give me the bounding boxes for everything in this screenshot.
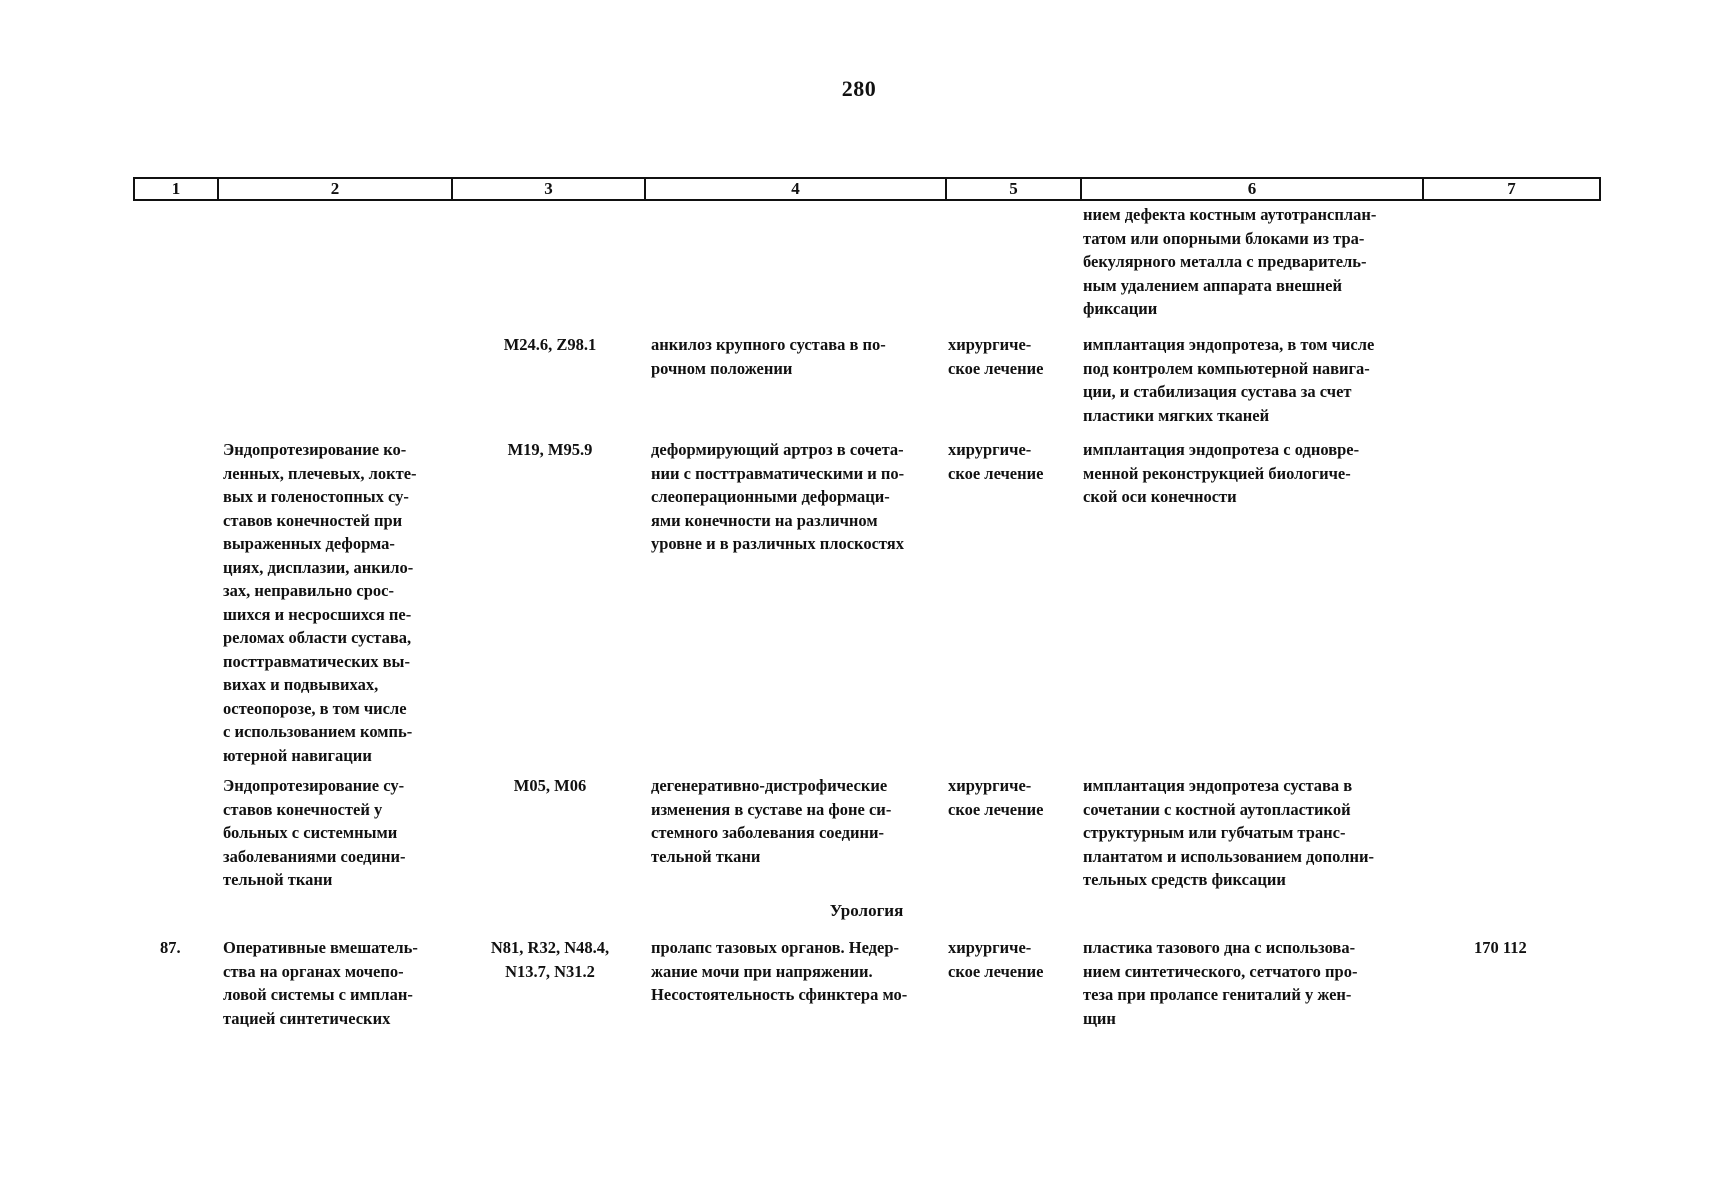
row3-treatment-type <box>948 774 1043 821</box>
row1-diagnosis <box>651 333 886 380</box>
text-line: бекулярного металла с предваритель- <box>1083 252 1367 271</box>
text-line: вых и голеностопных су- <box>223 487 409 506</box>
text-line: изменения в суставе на фоне си- <box>651 799 892 819</box>
row4-diagnosis <box>651 936 907 1007</box>
header-col-6: 6 <box>1082 179 1424 199</box>
row3-method <box>1083 774 1374 892</box>
text-line: ции, и стабилизация сустава за счет <box>1083 382 1352 401</box>
text-line: ным удалением аппарата внешней <box>1083 275 1342 295</box>
text-line: нием синтетического, сетчатого про- <box>1083 961 1358 981</box>
row4-cost <box>1474 936 1527 960</box>
row4-treatment-type <box>948 936 1043 983</box>
row2-codes <box>475 438 625 462</box>
row1-treatment-type <box>948 333 1043 380</box>
text-line: стемного заболевания соедини- <box>651 823 884 842</box>
text-line: ства на органах мочепо- <box>223 961 404 981</box>
text-line: анкилоз крупного сустава в по- <box>651 335 886 354</box>
text-line: слеоперационными деформаци- <box>651 487 890 506</box>
text-line: Эндопротезирование су- <box>223 776 405 795</box>
text-line: ловой системы с имплан- <box>223 985 413 1004</box>
text-line: хирургиче- <box>948 938 1032 957</box>
text-line: имплантация эндопротеза сустава в <box>1083 776 1353 795</box>
header-col-4: 4 <box>646 179 947 199</box>
text-line: вихах и подвывихах, <box>223 675 379 694</box>
text-line: щин <box>1083 1008 1116 1028</box>
row1-method <box>1083 333 1374 427</box>
text-line: реломах области сустава, <box>223 628 412 647</box>
text-line: 170 112 <box>1474 938 1527 957</box>
text-line: ями конечности на различном <box>651 510 878 530</box>
row2-method <box>1083 438 1359 509</box>
header-col-2: 2 <box>219 179 453 199</box>
text-line: ленных, плечевых, локте- <box>223 463 417 483</box>
text-line: теза при пролапсе гениталий у жен- <box>1083 985 1352 1004</box>
continuation-col6 <box>1083 203 1376 321</box>
text-line: M05, M06 <box>513 776 587 795</box>
text-line: тельной ткани <box>223 870 333 889</box>
text-line: с использованием компь- <box>223 722 413 741</box>
text-line: рочном положении <box>651 358 793 378</box>
text-line: фиксации <box>1083 299 1158 318</box>
text-line: заболеваниями соедини- <box>223 846 406 866</box>
text-line: N13.7, N31.2 <box>505 961 595 981</box>
section-title: Урология <box>829 901 904 920</box>
text-line: структурным или губчатым транс- <box>1083 823 1346 842</box>
text-line: ское лечение <box>948 799 1044 819</box>
header-col-1: 1 <box>135 179 219 199</box>
text-line: плантатом и использованием дополни- <box>1083 846 1374 866</box>
text-line: хирургиче- <box>948 776 1032 795</box>
text-line: пластики мягких тканей <box>1083 405 1270 425</box>
text-line: нием дефекта костным аутотрансплан- <box>1083 205 1377 224</box>
row2-treatment-type <box>948 438 1043 485</box>
text-line: жание мочи при напряжении. <box>651 961 873 981</box>
text-line: посттравматических вы- <box>223 651 410 671</box>
page-number: 280 <box>841 76 877 101</box>
text-line: M19, M95.9 <box>507 440 593 459</box>
header-col-3: 3 <box>453 179 646 199</box>
text-line: ское лечение <box>948 961 1044 981</box>
text-line: больных с системными <box>223 823 398 842</box>
row4-procedure <box>223 936 418 1030</box>
table-header-row <box>133 177 1601 201</box>
text-line: дегенеративно-дистрофические <box>651 776 888 795</box>
text-line: тацией синтетических <box>223 1008 391 1028</box>
text-line: Оперативные вмешатель- <box>223 938 418 957</box>
text-line: хирургиче- <box>948 335 1032 354</box>
text-line: уровне и в различных плоскостях <box>651 534 904 553</box>
text-line: Несостоятельность сфинктера мо- <box>651 985 908 1004</box>
text-line: татом или опорными блоками из тра- <box>1083 228 1365 248</box>
text-line: Эндопротезирование ко- <box>223 440 407 459</box>
header-col-7: 7 <box>1507 179 1516 198</box>
text-line: ставов конечностей у <box>223 799 383 819</box>
text-line: ское лечение <box>948 463 1044 483</box>
row3-diagnosis <box>651 774 891 868</box>
text-line: менной реконструкцией биологиче- <box>1083 463 1351 483</box>
text-line: деформирующий артроз в сочета- <box>651 440 904 459</box>
row3-codes <box>475 774 625 798</box>
text-line: ютерной навигации <box>223 745 372 765</box>
text-line: N81, R32, N48.4, <box>490 938 610 957</box>
row1-codes <box>475 333 625 357</box>
row2-diagnosis <box>651 438 904 556</box>
row4-number <box>160 936 181 960</box>
text-line: имплантация эндопротеза, в том числе <box>1083 335 1375 354</box>
row4-codes <box>470 936 630 983</box>
text-line: 87. <box>160 938 181 957</box>
text-line: ской оси конечности <box>1083 487 1237 506</box>
text-line: сочетании с костной аутопластикой <box>1083 799 1351 819</box>
text-line: имплантация эндопротеза с одновре- <box>1083 440 1360 459</box>
text-line: пластика тазового дна с использова- <box>1083 938 1356 957</box>
row2-procedure <box>223 438 417 767</box>
text-line: тельной ткани <box>651 846 761 866</box>
text-line: пролапс тазовых органов. Недер- <box>651 938 900 957</box>
header-col-5: 5 <box>947 179 1082 199</box>
row4-method <box>1083 936 1357 1030</box>
text-line: циях, дисплазии, анкило- <box>223 557 414 577</box>
text-line: нии с посттравматическими и по- <box>651 463 905 483</box>
text-line: остеопорозе, в том числе <box>223 698 407 718</box>
text-line: выраженных деформа- <box>223 534 395 553</box>
text-line: зах, неправильно срос- <box>223 581 394 600</box>
text-line: хирургиче- <box>948 440 1032 459</box>
text-line: M24.6, Z98.1 <box>503 335 597 354</box>
text-line: ское лечение <box>948 358 1044 378</box>
text-line: тельных средств фиксации <box>1083 870 1286 889</box>
text-line: ставов конечностей при <box>223 510 403 530</box>
row3-procedure <box>223 774 406 892</box>
text-line: шихся и несросшихся пе- <box>223 604 412 624</box>
text-line: под контролем компьютерной навига- <box>1083 358 1370 378</box>
